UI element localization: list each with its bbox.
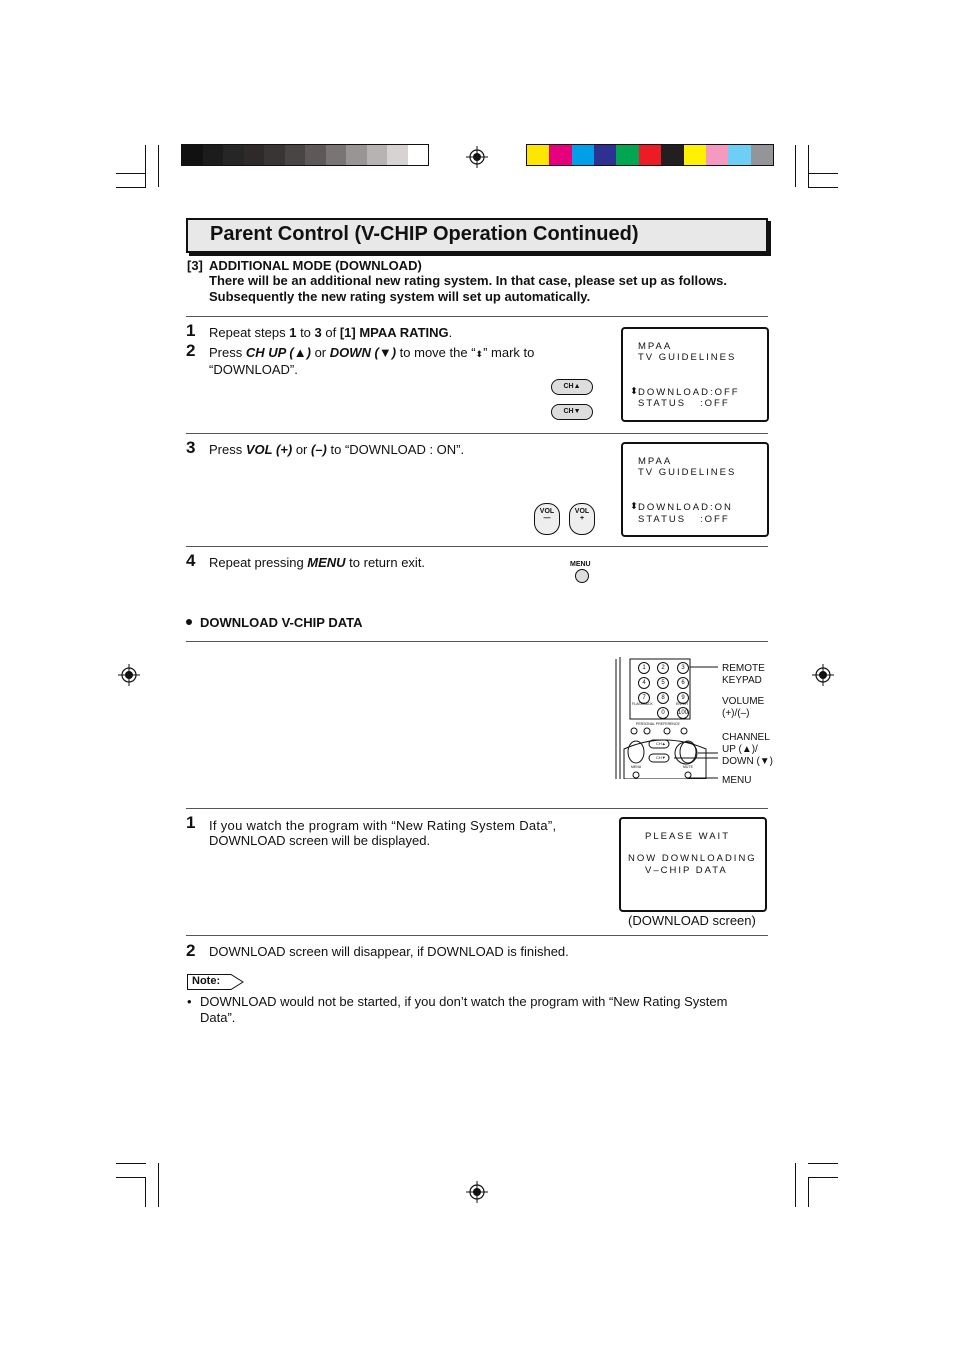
keypad-key[interactable]: 6 (677, 677, 689, 689)
crop-mark (145, 1177, 146, 1207)
screen-line: MPAA (638, 456, 673, 467)
tv-screen-download-off (621, 327, 769, 422)
divider (186, 316, 768, 317)
crop-mark (795, 145, 796, 187)
crop-mark (116, 173, 146, 174)
crop-mark (158, 145, 159, 187)
keypad-key[interactable]: 2 (657, 662, 669, 674)
remote-label-channel: CHANNEL UP (▲)/ DOWN (▼) (722, 732, 773, 767)
menu-button-label: MENU (570, 561, 591, 568)
crop-mark (808, 187, 838, 188)
color-swatch (684, 145, 706, 165)
cursor-arrow-icon: ⬍ (630, 501, 638, 512)
color-swatch (367, 145, 388, 165)
color-swatch (751, 145, 773, 165)
tv-screen-downloading (619, 817, 767, 912)
color-swatch (639, 145, 661, 165)
registration-mark-icon (466, 146, 488, 168)
page-title: Parent Control (V-CHIP Operation Continued) (210, 223, 639, 245)
screen-line: V–CHIP DATA (645, 865, 728, 876)
page-title-box (186, 218, 768, 253)
remote-ch-up: CH▲ (656, 741, 666, 746)
screen-line: MPAA (638, 341, 673, 352)
color-swatch (549, 145, 571, 165)
color-swatch (346, 145, 367, 165)
divider (186, 546, 768, 547)
crop-mark (808, 145, 809, 187)
screen-line: STATUS :OFF (638, 398, 730, 409)
step-text: DOWNLOAD screen will disappear, if DOWNLOAD is finished. (209, 944, 569, 959)
divider (186, 433, 768, 434)
remote-label-menu: MENU (722, 775, 752, 786)
screen-line: DOWNLOAD:ON (638, 502, 733, 513)
screen-line: PLEASE WAIT (645, 831, 730, 842)
step-text: DOWNLOAD screen will be displayed. (209, 833, 431, 848)
intro-line: There will be an additional new rating system. In that case, please set up as follows. (209, 273, 727, 288)
step-number: 2 (186, 941, 196, 960)
crop-mark (116, 1163, 146, 1164)
color-swatch (728, 145, 750, 165)
keypad-key[interactable]: 9 (677, 692, 689, 704)
crop-mark (808, 1163, 838, 1164)
grayscale-color-bar (181, 144, 429, 166)
color-swatch (326, 145, 347, 165)
note-text: Data”. (200, 1010, 236, 1025)
remote-small-label: MUTE (683, 765, 693, 769)
color-swatch (182, 145, 203, 165)
color-swatch (661, 145, 683, 165)
tv-screen-download-on (621, 442, 769, 537)
screen-line: NOW DOWNLOADING (628, 853, 757, 864)
crop-mark (116, 187, 146, 188)
color-swatch (572, 145, 594, 165)
keypad-key[interactable]: 7 (638, 692, 650, 704)
step-number: 4 (186, 551, 196, 570)
keypad-key[interactable]: 3 (677, 662, 689, 674)
step-text: Press CH UP (▲) or DOWN (▼) to move the “⬍” mark to “DOWNLOAD”. (209, 345, 535, 377)
color-swatch (223, 145, 244, 165)
screen-line: STATUS :OFF (638, 514, 730, 525)
registration-mark-icon (812, 664, 834, 686)
step-number: 1 (186, 321, 196, 340)
keypad-key[interactable]: 4 (638, 677, 650, 689)
section-label: [3] (187, 258, 203, 273)
color-swatch (387, 145, 408, 165)
divider (186, 808, 768, 809)
step-text: Repeat pressing MENU to return exit. (209, 555, 426, 570)
vol-plus-button[interactable]: VOL + (569, 503, 595, 535)
ch-down-button[interactable]: CH▼ (551, 404, 593, 420)
keypad-key[interactable]: 8 (657, 692, 669, 704)
cursor-arrow-icon: ⬍ (630, 386, 638, 397)
remote-small-label: PERSONAL PREFERENCE (636, 722, 680, 726)
note-text: DOWNLOAD would not be started, if you don’t watch the program with “New Rating System (200, 994, 728, 1009)
download-heading: DOWNLOAD V-CHIP DATA (200, 615, 363, 630)
color-swatch (264, 145, 285, 165)
remote-small-label: FLASHBACK (632, 702, 653, 706)
divider (186, 641, 768, 642)
color-swatch (527, 145, 549, 165)
color-swatch (203, 145, 224, 165)
crop-mark (145, 145, 146, 187)
crop-mark (808, 1177, 838, 1178)
screen-line: TV GUIDELINES (638, 467, 737, 478)
color-swatch (408, 145, 429, 165)
vol-minus-button[interactable]: VOL — (534, 503, 560, 535)
color-swatch (285, 145, 306, 165)
up-down-arrow-icon: ⬍ (475, 349, 484, 359)
color-swatch (305, 145, 326, 165)
color-swatch (706, 145, 728, 165)
color-calibration-bar (526, 144, 774, 166)
crop-mark (795, 1163, 796, 1207)
step-number: 3 (186, 438, 196, 457)
intro-line: Subsequently the new rating system will set up automatically. (209, 289, 591, 304)
registration-mark-icon (118, 664, 140, 686)
crop-mark (808, 1177, 809, 1207)
screen-caption: (DOWNLOAD screen) (628, 913, 756, 928)
step-text: If you watch the program with “New Rating System Data”, (209, 818, 557, 833)
screen-line: DOWNLOAD:OFF (638, 387, 740, 398)
divider (186, 935, 768, 936)
step-text: Press VOL (+) or (–) to “DOWNLOAD : ON”. (209, 442, 465, 457)
step-text: Repeat steps 1 to 3 of [1] MPAA RATING. (209, 325, 453, 340)
ch-up-button[interactable]: CH▲ (551, 379, 593, 395)
color-swatch (594, 145, 616, 165)
color-swatch (244, 145, 265, 165)
crop-mark (808, 173, 838, 174)
remote-label-volume: VOLUME (+)/(–) (722, 696, 765, 719)
screen-line: TV GUIDELINES (638, 352, 737, 363)
remote-small-label: MENU (631, 765, 642, 769)
step-number: 1 (186, 813, 196, 832)
crop-mark (158, 1163, 159, 1207)
bullet-icon (186, 619, 192, 625)
crop-mark (116, 1177, 146, 1178)
keypad-key[interactable]: 1 (638, 662, 650, 674)
keypad-key[interactable]: 5 (657, 677, 669, 689)
remote-label-keypad: REMOTE KEYPAD (722, 663, 765, 686)
remote-ch-down: CH▼ (656, 755, 666, 760)
note-bullet: • (187, 994, 192, 1009)
registration-mark-icon (466, 1181, 488, 1203)
menu-button[interactable] (575, 569, 589, 583)
keypad-key[interactable]: 100 (677, 707, 689, 719)
step-number: 2 (186, 341, 196, 360)
section-heading: ADDITIONAL MODE (DOWNLOAD) (209, 258, 422, 273)
color-swatch (616, 145, 638, 165)
remote-small-label: ENTER (676, 702, 688, 706)
keypad-key[interactable]: 0 (657, 707, 669, 719)
remote-control-illustration (614, 655, 718, 779)
